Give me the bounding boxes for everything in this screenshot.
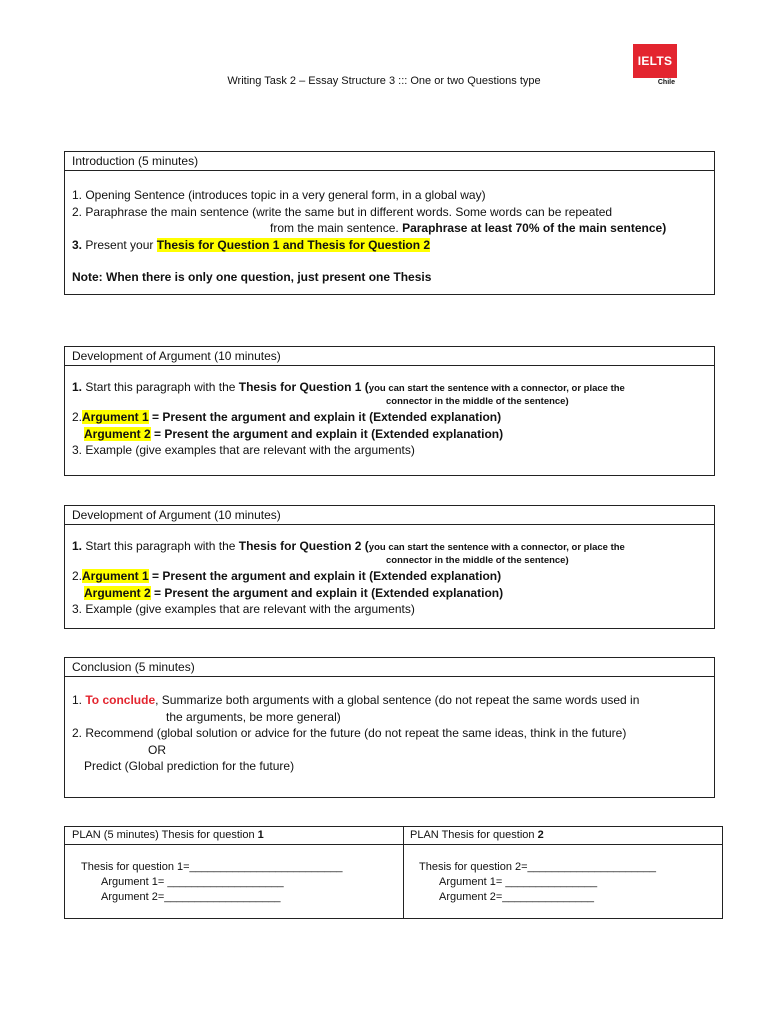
dev1-example: 3. Example (give examples that are relevant with the arguments) <box>72 443 415 457</box>
dev1-line-start-cont: connector in the middle of the sentence) <box>386 396 569 407</box>
dev2-argument-2: Argument 2 = Present the argument and explain it (Extended explanation) <box>84 585 504 600</box>
intro-note: Note: When there is only one question, just present one Thesis <box>72 270 432 284</box>
introduction-heading: Introduction (5 minutes) <box>65 152 714 171</box>
plan-table <box>64 826 723 919</box>
plan-q2-argument-2-field[interactable]: Argument 2=_______________ <box>439 891 595 903</box>
dev1-line-start: 1. Start this paragraph with the Thesis for Question 1 (you can start the sentence with a connector, or place the <box>72 380 625 394</box>
development-2-heading: Development of Argument (10 minutes) <box>65 506 714 525</box>
dev2-line-start-cont: connector in the middle of the sentence) <box>386 555 569 566</box>
dev2-line-start: 1. Start this paragraph with the Thesis for Question 2 (you can start the sentence with a connector, or place the <box>72 539 625 553</box>
introduction-box <box>64 151 715 295</box>
conclusion-or: OR <box>148 742 166 757</box>
plan-q1-argument-2-field[interactable]: Argument 2=___________________ <box>101 891 281 903</box>
thesis-highlight: Thesis for Question 1 and Thesis for Question 2 <box>156 237 431 252</box>
conclusion-box <box>64 657 715 798</box>
document-title: Writing Task 2 – Essay Structure 3 ::: One or two Questions type <box>227 75 541 87</box>
logo-subtitle: Chile <box>657 79 675 86</box>
conclusion-line-1: 1. To conclude, Summarize both arguments with a global sentence (do not repeat the same words used in <box>72 693 640 707</box>
plan-column-question-2 <box>403 827 722 918</box>
intro-line-1: 1. Opening Sentence (introduces topic in a very general form, in a global way) <box>72 188 486 202</box>
intro-line-2: 2. Paraphrase the main sentence (write the same but in different words. Some words can be repeated <box>72 204 613 219</box>
plan-header-question-1: PLAN (5 minutes) Thesis for question 1 <box>65 827 403 845</box>
plan-thesis-1-field[interactable]: Thesis for question 1=_________________________ <box>81 861 343 873</box>
conclusion-heading: Conclusion (5 minutes) <box>65 658 714 677</box>
intro-line-4: 3. Present your Thesis for Question 1 and Thesis for Question 2 <box>72 237 431 252</box>
to-conclude-label: To conclude <box>85 693 156 707</box>
dev2-example: 3. Example (give examples that are relevant with the arguments) <box>72 602 415 616</box>
conclusion-line-1-cont: the arguments, be more general) <box>166 709 341 724</box>
plan-thesis-2-field[interactable]: Thesis for question 2=_____________________ <box>419 861 657 873</box>
ielts-logo <box>633 44 677 88</box>
development-1-heading: Development of Argument (10 minutes) <box>65 347 714 366</box>
plan-q1-argument-1-field[interactable]: Argument 1= ___________________ <box>101 876 284 888</box>
dev1-argument-1: 2.Argument 1 = Present the argument and explain it (Extended explanation) <box>72 410 502 424</box>
plan-header-question-2: PLAN Thesis for question 2 <box>403 827 722 845</box>
dev1-argument-2: Argument 2 = Present the argument and explain it (Extended explanation) <box>84 426 504 441</box>
development-1-box <box>64 346 715 476</box>
plan-column-question-1 <box>65 827 404 918</box>
intro-line-3: from the main sentence. Paraphrase at least 70% of the main sentence) <box>270 221 667 235</box>
development-2-box <box>64 505 715 629</box>
dev2-argument-1: 2.Argument 1 = Present the argument and explain it (Extended explanation) <box>72 569 502 583</box>
logo-mark: IELTS <box>633 44 677 78</box>
conclusion-predict: Predict (Global prediction for the future) <box>84 759 295 773</box>
conclusion-line-2: 2. Recommend (global solution or advice for the future (do not repeat the same ideas, think in the future) <box>72 726 627 740</box>
plan-q2-argument-1-field[interactable]: Argument 1= _______________ <box>439 876 598 888</box>
